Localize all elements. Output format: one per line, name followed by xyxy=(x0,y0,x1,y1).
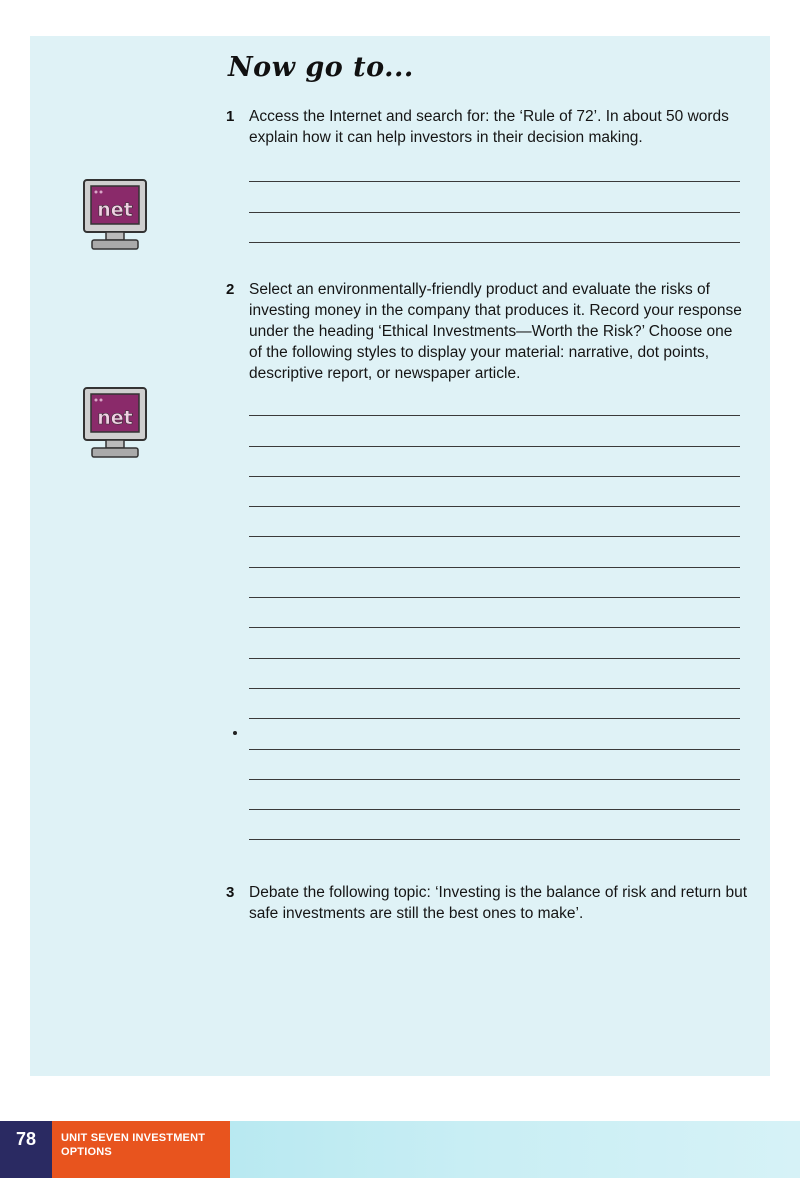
net-icon-label: net xyxy=(97,407,133,429)
answer-line[interactable] xyxy=(249,537,740,567)
page-heading: Now go to... xyxy=(228,52,414,83)
answer-line[interactable] xyxy=(249,416,740,446)
answer-line[interactable] xyxy=(249,213,740,243)
answer-line[interactable] xyxy=(249,568,740,598)
answer-line[interactable] xyxy=(249,719,740,749)
answer-line[interactable] xyxy=(249,182,740,212)
answer-line[interactable] xyxy=(249,386,740,416)
stray-dot xyxy=(233,731,237,735)
question-1-number: 1 xyxy=(226,108,235,125)
answer-line[interactable] xyxy=(249,689,740,719)
answer-line[interactable] xyxy=(249,750,740,780)
answer-line[interactable] xyxy=(249,152,740,182)
answer-lines-2[interactable] xyxy=(249,386,740,840)
answer-line[interactable] xyxy=(249,598,740,628)
unit-title: UNIT SEVEN INVESTMENT OPTIONS xyxy=(52,1121,230,1178)
question-1-text: Access the Internet and search for: the ‘Rule of 72’. In about 50 words explain how it can help investors in their decision making. xyxy=(249,108,729,146)
net-monitor-icon xyxy=(82,386,148,460)
answer-line[interactable] xyxy=(249,780,740,810)
answer-line[interactable] xyxy=(249,447,740,477)
answer-line[interactable] xyxy=(249,659,740,689)
question-2-number: 2 xyxy=(226,281,235,298)
question-3-text: Debate the following topic: ‘Investing is the balance of risk and return but safe investments are still the best ones to make’. xyxy=(249,884,748,922)
answer-line[interactable] xyxy=(249,477,740,507)
answer-lines-1[interactable] xyxy=(249,152,740,243)
net-icon-label: net xyxy=(97,199,133,221)
net-monitor-icon xyxy=(82,178,148,252)
answer-line[interactable] xyxy=(249,810,740,840)
question-3-number: 3 xyxy=(226,884,235,901)
answer-line[interactable] xyxy=(249,507,740,537)
page-number: 78 xyxy=(0,1121,52,1178)
question-2-text: Select an environmentally-friendly product and evaluate the risks of investing money in the company that produces it. Record your response under the heading ‘Ethical Investments—Worth the Risk?’ Choose one of the following styles to display your material: narrative, dot points, descriptive report, or newspaper article. xyxy=(249,281,742,382)
answer-line[interactable] xyxy=(249,628,740,658)
